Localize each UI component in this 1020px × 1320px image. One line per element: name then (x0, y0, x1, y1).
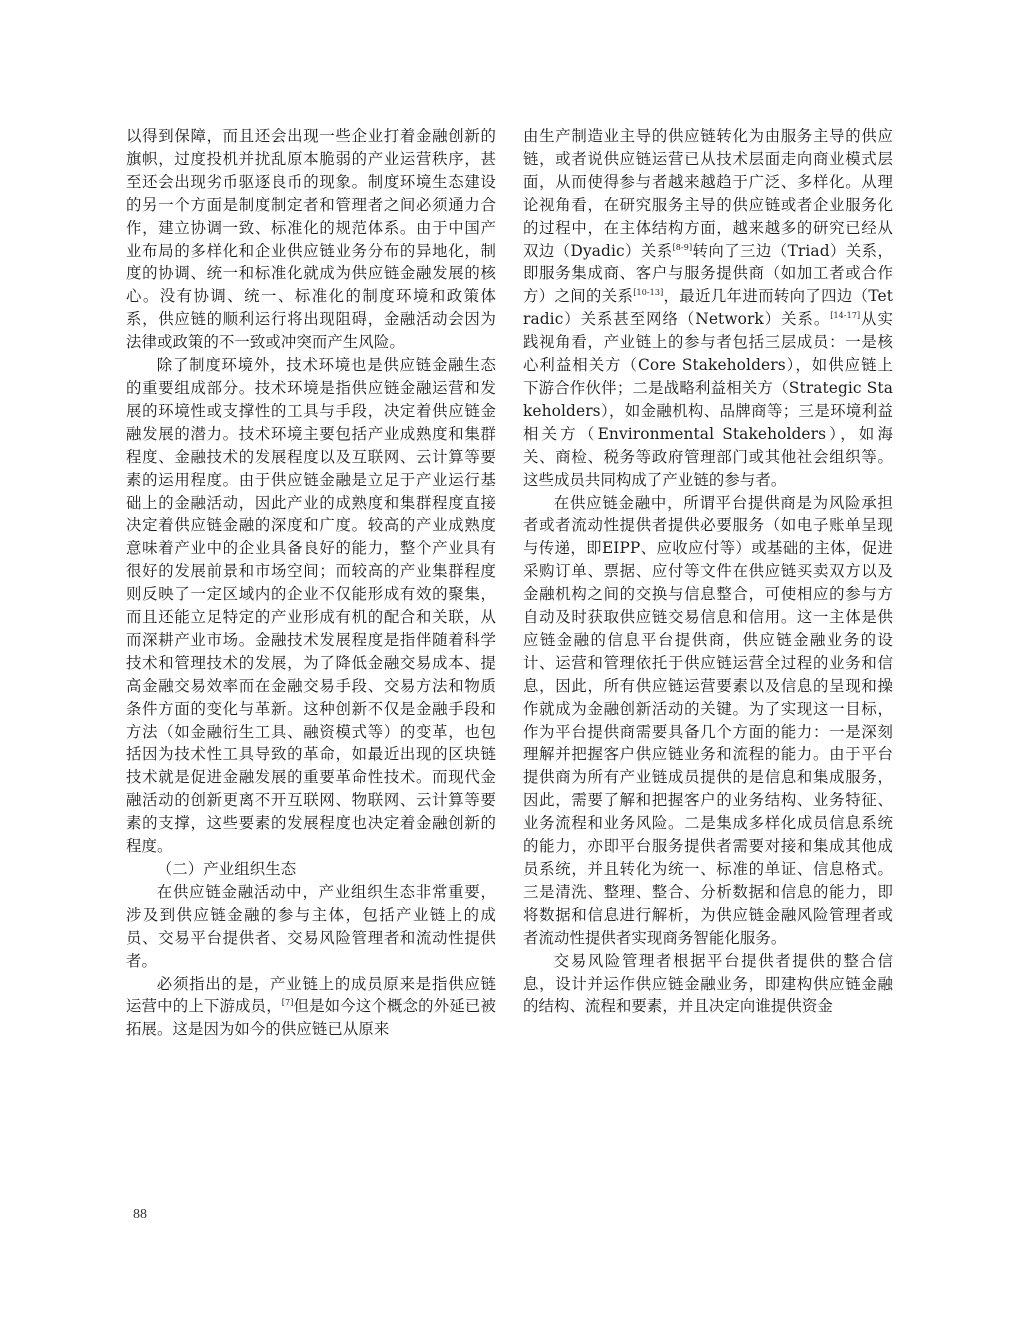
right-column (523, 125, 893, 1018)
text-run: 从实践视角看，产业链上的参与者包括三层成员：一是核心利益相关方（Core Stakeholders），如供应链上下游合作伙伴；二是战略利益相关方（Strategic Stakeholders），如金融机构、品牌商等；三是环境利益相关方（Environmental Stakeholders），如海关、商检、税务等政府管理部门或其他社会组织等。这些成员共同构成了产业链的参与者。 (523, 310, 893, 489)
page-number: 88 (133, 1207, 147, 1222)
citation: [8-9] (672, 242, 693, 252)
paragraph (523, 125, 893, 492)
text-run: ，最近几年进而转向了四边（Tetradic）关系甚至网络（Network）关系。 (523, 287, 894, 329)
text-run: 但是如今这个概念的外延已被拓展。这是因为如今的供应链已从原来 (126, 997, 496, 1039)
citation: [14-17] (830, 311, 861, 321)
paragraph: 在供应链金融中，所谓平台提供商是为风险承担者或者流动性提供者提供必要服务（如电子账单呈现与传递，即EIPP、应收应付等）或基础的主体，促进采购订单、票据、应付等文件在供应链买卖双方以及金融机构之间的交换与信息整合，可使相应的参与方自动及时获取供应链交易信息和信用。这一主体是供应链金融的信息平台提供商，供应链金融业务的设计、运营和管理依托于供应链运营全过程的业务和信息，因此，所有供应链运营要素以及信息的呈现和操作就成为金融创新活动的关键。为了实现这一目标，作为平台提供商需要具备几个方面的能力：一是深刻理解并把握客户供应链业务和流程的能力。由于平台提供商为所有产业链成员提供的是信息和集成服务，因此，需要了解和把握客户的业务结构、业务特征、业务流程和业务风险。二是集成多样化成员信息系统的能力，亦即平台服务提供者需要对接和集成其他成员系统，并且转化为统一、标准的单证、信息格式。三是清洗、整理、整合、分析数据和信息的能力，即将数据和信息进行解析，为供应链金融风险管理者或者流动性提供者实现商务智能化服务。 (523, 493, 893, 947)
paragraph: 以得到保障，而且还会出现一些企业打着金融创新的旗帜，过度投机并扰乱原本脆弱的产业运营秩序，甚至还会出现劣币驱逐良币的现象。制度环境生态建设的另一个方面是制度制定者和管理者之间必须通力合作，建立协调一致、标准化的规范体系。由于中国产业布局的多样化和企业供应链业务分布的异地化，制度的协调、统一和标准化就成为供应链金融发展的核心。没有协调、统一、标准化的制度环境和政策体系，供应链的顺利运行将出现阻碍，金融活动会因为法律或政策的不一致或冲突而产生风险。 (126, 127, 496, 352)
section-heading: （二）产业组织生态 (156, 860, 297, 878)
paragraph: 除了制度环境外，技术环境也是供应链金融生态的重要组成部分。技术环境是指供应链金融运营和发展的环境性或支撑性的工具与手段，决定着供应链金融发展的潜力。技术环境主要包括产业成熟度和集群程度、金融技术的发展程度以及互联网、云计算等要素的运用程度。由于供应链金融是立足于产业运行基础上的金融活动，因此产业的成熟度和集群程度直接决定着供应链金融的深度和广度。较高的产业成熟度意味着产业中的企业具备良好的能力，整个产业具有很好的发展前景和市场空间；而较高的产业集群程度则反映了一定区域内的企业不仅能形成有效的聚集，而且还能立足特定的产业形成有机的配合和关联，从而深耕产业市场。金融技术发展程度是指伴随着科学技术和管理技术的发展，为了降低金融交易成本、提高金融交易效率而在金融交易手段、交易方法和物质条件方面的变化与革新。这种创新不仅是金融手段和方法（如金融衍生工具、融资模式等）的变革，也包括因为技术性工具导致的革命，如最近出现的区块链技术就是促进金融发展的重要革命性技术。而现代金融活动的创新更离不开互联网、物联网、云计算等要素的支撑，这些要素的发展程度也决定着金融创新的程度。 (126, 356, 496, 856)
paragraph: 在供应链金融活动中，产业组织生态非常重要，涉及到供应链金融的参与主体，包括产业链上的成员、交易平台提供者、交易风险管理者和流动性提供者。 (126, 882, 496, 970)
text-run: 由生产制造业主导的供应链转化为由服务主导的供应链，或者说供应链运营已从技术层面走向商业模式层面，从而使得参与者越来越趋于广泛、多样化。从理论视角看，在研究服务主导的供应链或者企业服务化的过程中，在主体结构方面，越来越多的研究已经从双边（Dyadic）关系 (523, 127, 893, 260)
citation: [10-13] (633, 288, 664, 298)
text-run: 必须指出的是，产业链上的成员原来是指供应链运营中的上下游成员， (126, 974, 496, 1016)
text-run: 转向了三边（Triad）关系，即服务集成商、客户与服务提供商（如加工者或合作方）之间的关系 (523, 241, 893, 306)
left-column (126, 125, 496, 1041)
paragraph: 交易风险管理者根据平台提供者提供的整合信息，设计并运作供应链金融业务，即建构供应链金融的结构、流程和要素，并且决定向谁提供资金 (523, 951, 893, 1016)
citation: [7] (281, 998, 294, 1008)
paragraph (126, 973, 496, 1042)
